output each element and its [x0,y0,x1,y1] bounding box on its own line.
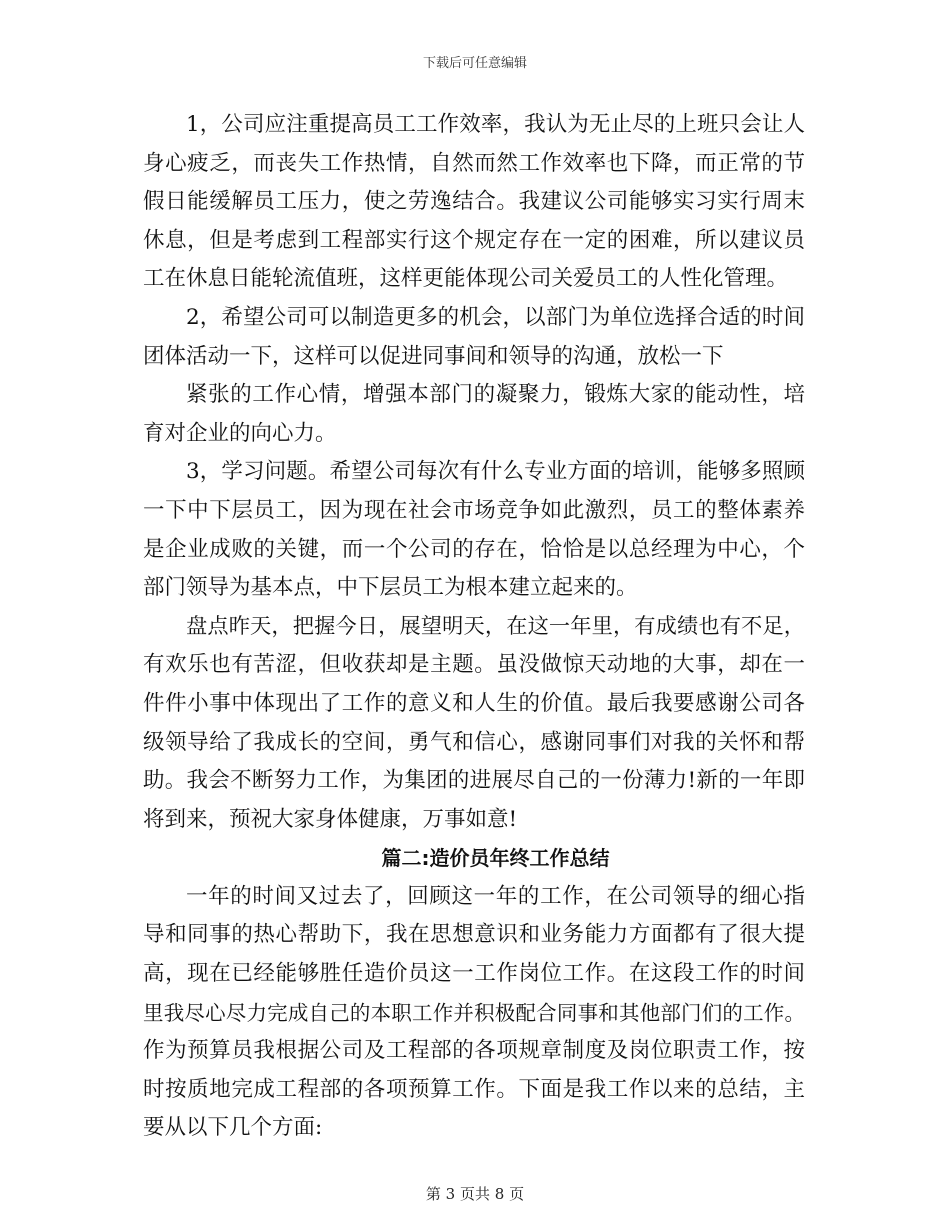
body-line: 作为预算员我根据公司及工程部的各项规章制度及岗位职责工作，按 [143,1038,805,1064]
body-line: 紧张的工作心情，增强本部门的凝聚力，锻炼大家的能动性，培 [186,382,805,408]
body-line: 时按质地完成工程部的各项预算工作。下面是我工作以来的总结，主 [143,1076,805,1102]
document-body [143,106,805,1148]
body-line: 里我尽心尽力完成自己的本职工作并积极配合同事和其他部门们的工作。 [143,1000,805,1025]
body-line: 部门领导为基本点，中下层员工为根本建立起来的。 [143,575,638,601]
body-line: 一下中下层员工，因为现在社会市场竞争如此激烈，员工的整体素养 [143,497,805,523]
body-line: 要从以下几个方面: [143,1115,323,1141]
body-line: 高，现在已经能够胜任造价员这一工作岗位工作。在这段工作的时间 [143,961,805,987]
body-line: 导和同事的热心帮助下，我在思想意识和业务能力方面都有了很大提 [143,922,805,948]
body-line: 将到来，预祝大家身体健康，万事如意! [143,806,518,832]
section-heading: 篇二:造价员年终工作总结 [381,846,610,871]
body-line: 育对企业的向心力。 [143,420,337,446]
page-number: 第 3 页共 8 页 [425,1185,525,1203]
body-line: 盘点昨天，把握今日，展望明天，在这一年里，有成绩也有不足， [186,613,805,639]
body-line: 一年的时间又过去了，回顾这一年的工作，在公司领导的细心指 [186,883,805,909]
body-line: 3，学习问题。希望公司每次有什么专业方面的培训，能够多照顾 [186,459,805,485]
body-line: 级领导给了我成长的空间，勇气和信心，感谢同事们对我的关怀和帮 [143,729,805,755]
body-line: 休息，但是考虑到工程部实行这个规定存在一定的困难，所以建议员 [143,227,805,253]
body-line: 团体活动一下，这样可以促进同事间和领导的沟通，放松一下 [143,343,724,369]
body-line: 有欢乐也有苦涩，但收获却是主题。虽没做惊天动地的大事，却在一 [143,652,805,678]
body-line: 2，希望公司可以制造更多的机会，以部门为单位选择合适的时间 [186,304,805,330]
body-line: 件件小事中体现出了工作的意义和人生的价值。最后我要感谢公司各 [143,690,805,716]
body-line: 身心疲乏，而丧失工作热情，自然而然工作效率也下降，而正常的节 [143,150,805,176]
page-header: 下载后可任意编辑 [422,56,527,71]
body-line: 是企业成败的关键，而一个公司的存在，恰恰是以总经理为中心，个 [143,536,805,562]
body-line: 工在休息日能轮流值班，这样更能体现公司关爱员工的人性化管理。 [143,266,789,292]
body-line: 1，公司应注重提高员工工作效率，我认为无止尽的上班只会让人 [186,112,805,137]
body-line: 助。我会不断努力工作，为集团的进展尽自己的一份薄力!新的一年即 [143,768,805,794]
body-line: 假日能缓解员工压力，使之劳逸结合。我建议公司能够实习实行周末 [143,189,805,215]
